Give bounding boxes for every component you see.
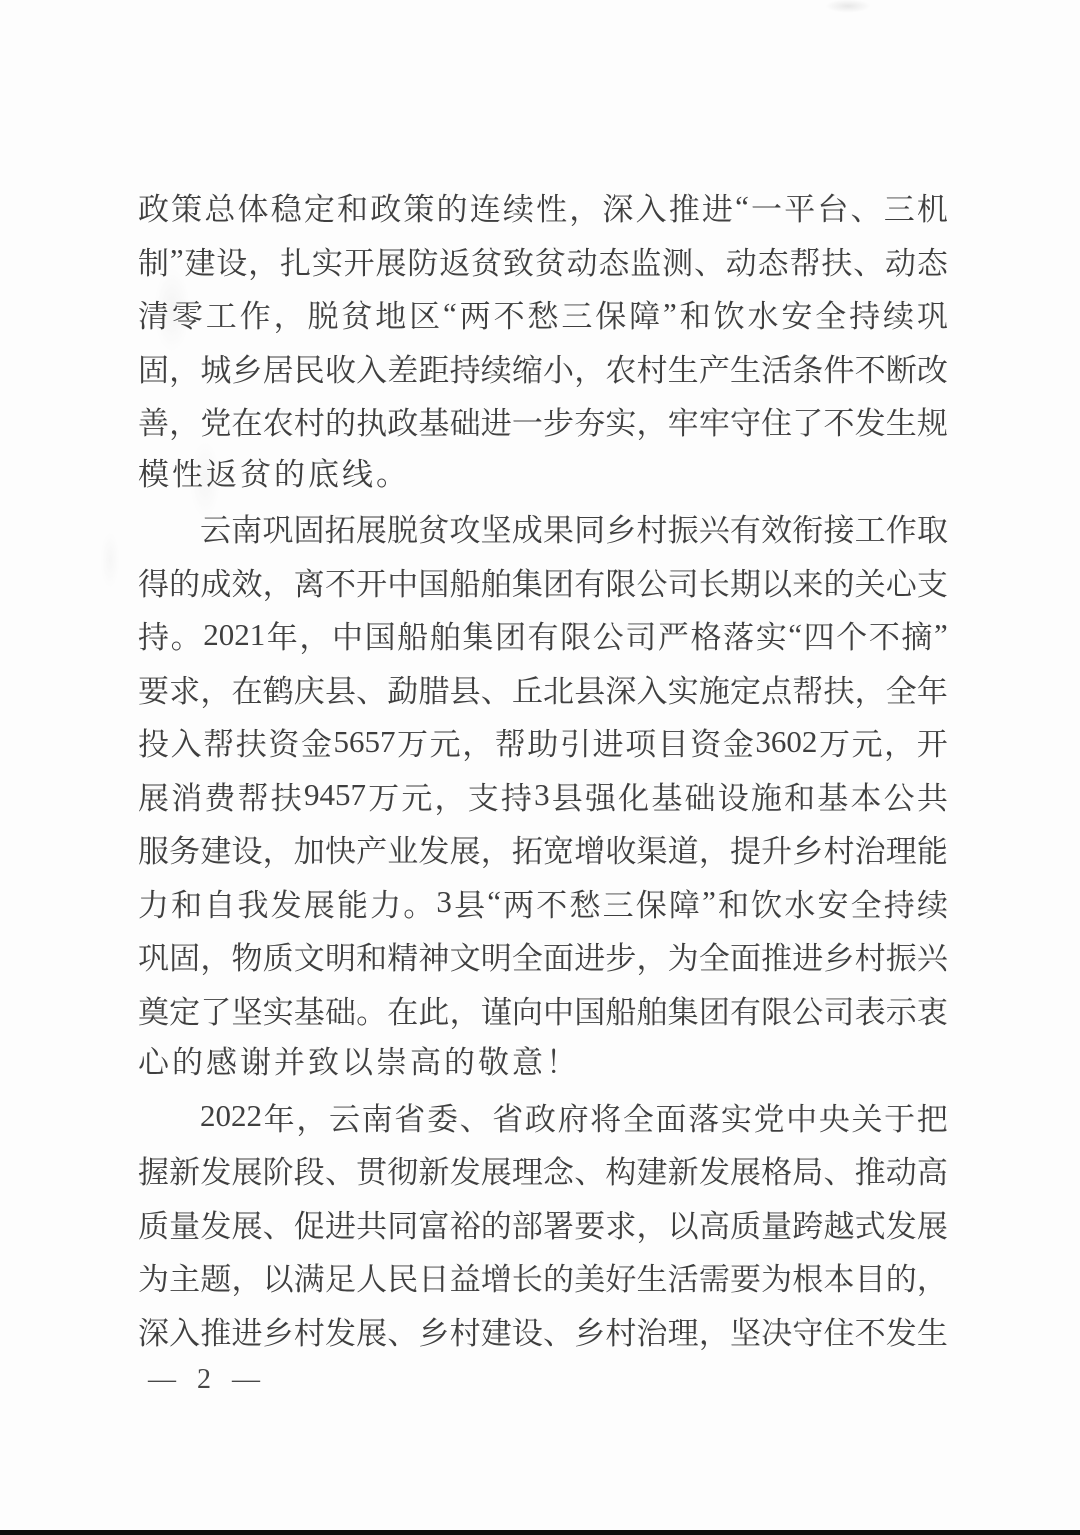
text-line: 固 ， 城 乡 居 民 收 入 差 距 持 续 缩 小 ， 农 村 生 产 生 活 条 件 不 断 改 xyxy=(138,352,948,388)
text-line: 巩 固 ， 物 质 文 明 和 精 神 文 明 全 面 进 步 ， 为 全 面 推 进 乡 村 振 兴 xyxy=(138,941,948,977)
text-line: 善 ， 党 在 农 村 的 执 政 基 础 进 一 步 夯 实 ， 牢 牢 守 住 了 不 发 生 规 xyxy=(138,406,948,442)
document-body xyxy=(138,180,948,1357)
scan-bottom-edge xyxy=(0,1530,1080,1535)
text-line: 2022 年 ， 云 南 省 委 、 省 政 府 将 全 面 落 实 党 中 央 关 于 把 xyxy=(200,1098,948,1137)
text-line: 展 消 费 帮 扶 9457 万 元 ， 支 持 3 县 强 化 基 础 设 施 和 基 本 公 共 xyxy=(138,777,948,816)
text-line: 模性返贫的底线。 xyxy=(138,456,410,492)
text-line: 握 新 发 展 阶 段 、 贯 彻 新 发 展 理 念 、 构 建 新 发 展 格 局 、 推 动 高 xyxy=(138,1155,948,1191)
text-line: 要 求 ， 在 鹤 庆 县 、 勐 腊 县 、 丘 北 县 深 入 实 施 定 点 帮 扶 ， 全 年 xyxy=(138,673,948,709)
page-number: — 2 — xyxy=(148,1364,267,1395)
text-line: 力 和 自 我 发 展 能 力 。 3 县 “ 两 不 愁 三 保 障 ” 和 饮 水 安 全 持 续 xyxy=(138,884,948,923)
text-line: 投 入 帮 扶 资 金 5657 万 元 ， 帮 助 引 进 项 目 资 金 3602 万 元 ， 开 xyxy=(138,723,948,763)
text-line: 得 的 成 效 ， 离 不 开 中 国 船 舶 集 团 有 限 公 司 长 期 以 来 的 关 心 支 xyxy=(138,566,948,602)
text-line: 奠 定 了 坚 实 基 础 。 在 此 ， 谨 向 中 国 船 舶 集 团 有 限 公 司 表 示 衷 xyxy=(138,994,948,1030)
text-line: 制 ” 建 设 ， 扎 实 开 展 防 返 贫 致 贫 动 态 监 测 、 动 态 帮 扶 、 动 态 xyxy=(138,242,948,281)
text-line: 政 策 总 体 稳 定 和 政 策 的 连 续 性 ， 深 入 推 进 “ 一 平 台 、 三 机 xyxy=(138,188,948,228)
text-line: 清 零 工 作 ， 脱 贫 地 区 “ 两 不 愁 三 保 障 ” 和 饮 水 安 全 持 续 巩 xyxy=(138,295,948,335)
text-line: 质 量 发 展 、 促 进 共 同 富 裕 的 部 署 要 求 ， 以 高 质 量 跨 越 式 发 展 xyxy=(138,1208,948,1244)
text-line: 云 南 巩 固 拓 展 脱 贫 攻 坚 成 果 同 乡 村 振 兴 有 效 衔 接 工 作 取 xyxy=(200,513,948,549)
text-line: 持 。 2021 年 ， 中 国 船 舶 集 团 有 限 公 司 严 格 落 实 “ 四 个 不 摘 ” xyxy=(138,616,948,656)
text-line: 深 入 推 进 乡 村 发 展 、 乡 村 建 设 、 乡 村 治 理 ， 坚 决 守 住 不 发 生 xyxy=(138,1315,948,1351)
text-line: 心的感谢并致以崇高的敬意！ xyxy=(138,1045,580,1080)
text-line: 为 主 题 ， 以 满 足 人 民 日 益 增 长 的 美 好 生 活 需 要 为 根 本 目 的 ， xyxy=(138,1262,948,1298)
text-line: 服 务 建 设 ， 加 快 产 业 发 展 ， 拓 宽 增 收 渠 道 ， 提 升 乡 村 治 理 能 xyxy=(138,834,948,870)
